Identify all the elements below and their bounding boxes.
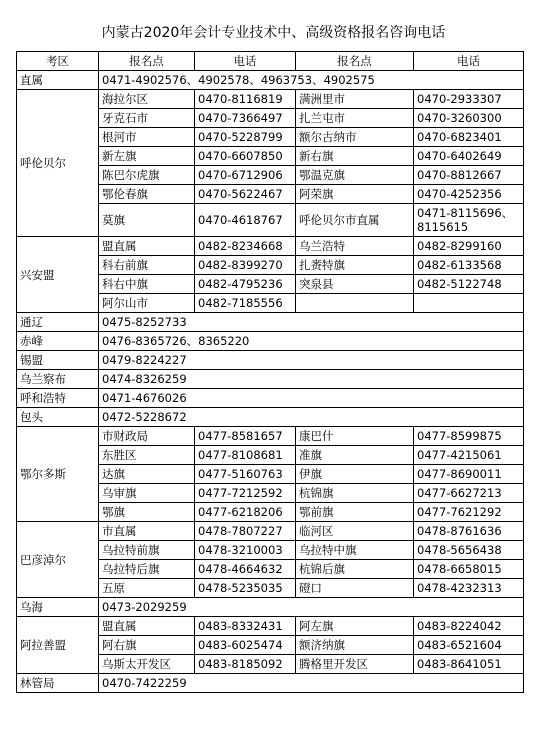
phone-cell: 0477-7212592 [195,484,296,503]
header-region: 考区 [17,52,99,71]
phone-cell: 0482-8299160 [414,237,524,256]
site-cell: 新右旗 [296,147,414,166]
contact-table [16,51,524,693]
site-cell: 陈巴尔虎旗 [99,166,195,185]
site-cell: 鄂旗 [99,503,195,522]
phone-cell: 0470-3260300 [414,109,524,128]
phone-cell: 0483-8332431 [195,617,296,636]
header-phone: 电话 [195,52,296,71]
site-cell: 额尔古纳市 [296,128,414,147]
phone-cell: 0470-5228799 [195,128,296,147]
phone-cell: 0470-7422259 [99,674,524,693]
site-cell: 鄂伦春旗 [99,185,195,204]
phone-cell: 0483-8224042 [414,617,524,636]
region-cell: 兴安盟 [17,237,99,313]
site-cell: 乌拉特后旗 [99,560,195,579]
site-cell: 腾格里开发区 [296,655,414,674]
phone-cell: 0470-8116819 [195,90,296,109]
phone-cell: 0477-6218206 [195,503,296,522]
phone-cell: 0470-5622467 [195,185,296,204]
phone-cell: 0482-8234668 [195,237,296,256]
phone-cell: 0478-4232313 [414,579,524,598]
header-phone: 电话 [414,52,524,71]
site-cell: 乌拉特中旗 [296,541,414,560]
site-cell: 阿右旗 [99,636,195,655]
phone-cell: 0470-6712906 [195,166,296,185]
table-row [17,313,524,332]
phone-cell: 0477-7621292 [414,503,524,522]
site-cell [296,294,414,313]
phone-cell: 0477-8599875 [414,427,524,446]
table-row [17,332,524,351]
phone-cell: 0482-4795236 [195,275,296,294]
table-row [17,351,524,370]
phone-cell: 0470-4618767 [195,204,296,237]
site-cell: 市财政局 [99,427,195,446]
site-cell: 盟直属 [99,237,195,256]
site-cell: 临河区 [296,522,414,541]
site-cell: 鄂温克旗 [296,166,414,185]
phone-cell: 0471-4902576、4902578、4963753、4902575 [99,71,524,90]
site-cell: 满洲里市 [296,90,414,109]
site-cell: 莫旗 [99,204,195,237]
site-cell: 阿左旗 [296,617,414,636]
phone-cell: 0470-7366497 [195,109,296,128]
phone-cell: 0483-8185092 [195,655,296,674]
site-cell: 伊旗 [296,465,414,484]
table-body [17,71,524,693]
site-cell: 呼伦贝尔市直属 [296,204,414,237]
site-cell: 科右前旗 [99,256,195,275]
phone-cell: 0478-4664632 [195,560,296,579]
phone-cell: 0471-8115696、8115615 [414,204,524,237]
site-cell: 乌拉特前旗 [99,541,195,560]
phone-cell: 0470-6823401 [414,128,524,147]
phone-cell: 0477-8108681 [195,446,296,465]
phone-cell [414,294,524,313]
table-row [17,674,524,693]
region-cell: 阿拉善盟 [17,617,99,674]
phone-cell: 0482-7185556 [195,294,296,313]
region-cell: 鄂尔多斯 [17,427,99,522]
region-cell: 林管局 [17,674,99,693]
header-site: 报名点 [99,52,195,71]
table-row [17,90,524,109]
phone-cell: 0476-8365726、8365220 [99,332,524,351]
phone-cell: 0482-6133568 [414,256,524,275]
table-row [17,237,524,256]
site-cell: 达旗 [99,465,195,484]
site-cell: 扎赉特旗 [296,256,414,275]
site-cell: 扎兰屯市 [296,109,414,128]
site-cell: 磴口 [296,579,414,598]
phone-cell: 0470-8812667 [414,166,524,185]
site-cell: 乌审旗 [99,484,195,503]
table-row [17,389,524,408]
region-cell: 直属 [17,71,99,90]
site-cell: 乌斯太开发区 [99,655,195,674]
phone-cell: 0470-6607850 [195,147,296,166]
phone-cell: 0477-5160763 [195,465,296,484]
site-cell: 盟直属 [99,617,195,636]
phone-cell: 0473-2029259 [99,598,524,617]
region-cell: 通辽 [17,313,99,332]
phone-cell: 0470-2933307 [414,90,524,109]
phone-cell: 0477-8581657 [195,427,296,446]
phone-cell: 0478-8761636 [414,522,524,541]
table-row [17,522,524,541]
table-row [17,71,524,90]
region-cell: 呼和浩特 [17,389,99,408]
site-cell: 乌兰浩特 [296,237,414,256]
site-cell: 海拉尔区 [99,90,195,109]
site-cell: 杭锦旗 [296,484,414,503]
table-row [17,598,524,617]
region-cell: 呼伦贝尔 [17,90,99,237]
site-cell: 额济纳旗 [296,636,414,655]
site-cell: 突泉县 [296,275,414,294]
phone-cell: 0482-5122748 [414,275,524,294]
region-cell: 赤峰 [17,332,99,351]
site-cell: 杭锦后旗 [296,560,414,579]
region-cell: 包头 [17,408,99,427]
phone-cell: 0470-6402649 [414,147,524,166]
site-cell: 阿尔山市 [99,294,195,313]
site-cell: 科右中旗 [99,275,195,294]
site-cell: 新左旗 [99,147,195,166]
phone-cell: 0472-5228672 [99,408,524,427]
phone-cell: 0477-4215061 [414,446,524,465]
phone-cell: 0478-7807227 [195,522,296,541]
site-cell: 五原 [99,579,195,598]
table-row [17,408,524,427]
site-cell: 鄂前旗 [296,503,414,522]
phone-cell: 0483-6521604 [414,636,524,655]
region-cell: 乌海 [17,598,99,617]
table-header-row [17,52,524,71]
phone-cell: 0470-4252356 [414,185,524,204]
region-cell: 锡盟 [17,351,99,370]
phone-cell: 0478-5235035 [195,579,296,598]
phone-cell: 0474-8326259 [99,370,524,389]
phone-cell: 0477-8690011 [414,465,524,484]
site-cell: 牙克石市 [99,109,195,128]
phone-cell: 0471-4676026 [99,389,524,408]
site-cell: 东胜区 [99,446,195,465]
phone-cell: 0479-8224227 [99,351,524,370]
phone-cell: 0478-5656438 [414,541,524,560]
site-cell: 康巴什 [296,427,414,446]
phone-cell: 0477-6627213 [414,484,524,503]
site-cell: 阿荣旗 [296,185,414,204]
phone-cell: 0482-8399270 [195,256,296,275]
phone-cell: 0478-6658015 [414,560,524,579]
phone-cell: 0483-6025474 [195,636,296,655]
header-site: 报名点 [296,52,414,71]
region-cell: 巴彦淖尔 [17,522,99,598]
phone-cell: 0483-8641051 [414,655,524,674]
site-cell: 准旗 [296,446,414,465]
site-cell: 根河市 [99,128,195,147]
page-title: 内蒙古2020年会计专业技术中、高级资格报名咨询电话 [101,25,446,41]
phone-cell: 0478-3210003 [195,541,296,560]
site-cell: 市直属 [99,522,195,541]
region-cell: 乌兰察布 [17,370,99,389]
table-row [17,370,524,389]
phone-cell: 0475-8252733 [99,313,524,332]
table-row [17,617,524,636]
table-row [17,427,524,446]
